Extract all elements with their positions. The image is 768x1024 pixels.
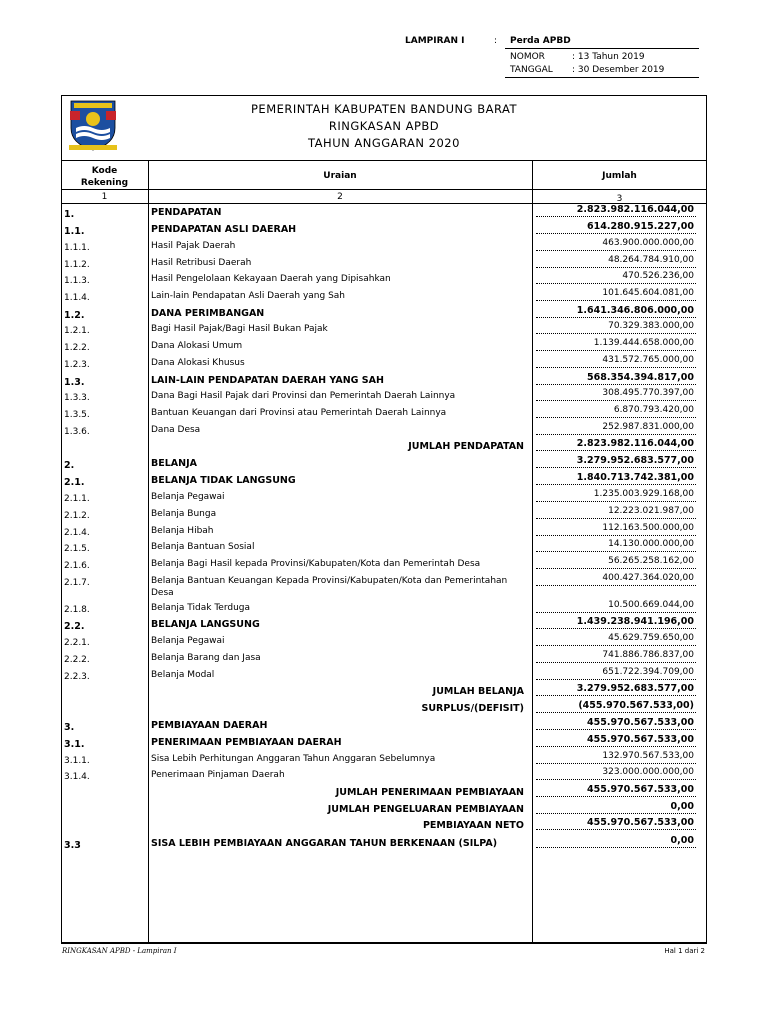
row-code: 2.1. <box>64 477 85 488</box>
header-kode-line1: Kode <box>91 166 118 176</box>
row-amount: 2.823.982.116.044,00 <box>576 438 694 449</box>
col-divider-amount <box>532 160 533 943</box>
amount-dotted-underline <box>536 283 696 284</box>
amount-dotted-underline <box>536 796 696 797</box>
amount-dotted-underline <box>536 267 696 268</box>
lampiran-rule-top <box>505 48 699 49</box>
amount-dotted-underline <box>536 847 696 848</box>
row-amount: 10.500.669.044,00 <box>608 600 694 610</box>
row-code: 1.2. <box>64 310 85 321</box>
row-code: 3.3 <box>64 840 81 851</box>
lampiran-label: LAMPIRAN I <box>405 36 465 46</box>
title-government: PEMERINTAH KABUPATEN BANDUNG BARAT <box>251 102 517 116</box>
row-description: PENERIMAAN PEMBIAYAAN DAERAH <box>151 737 342 748</box>
row-amount: 400.427.364.020,00 <box>602 573 694 583</box>
col-number-3: 3 <box>616 194 623 204</box>
row-amount: 323.000.000.000,00 <box>602 767 694 777</box>
amount-dotted-underline <box>536 628 696 629</box>
row-code: 2.1.8. <box>64 605 90 615</box>
header-jumlah: Jumlah <box>602 171 637 181</box>
row-description: PENDAPATAN ASLI DAERAH <box>151 224 297 235</box>
amount-dotted-underline <box>536 551 696 552</box>
row-description: Hasil Retribusi Daerah <box>151 258 252 268</box>
footer-rule <box>61 943 707 944</box>
row-code: 2.1.1. <box>64 494 90 504</box>
amount-dotted-underline <box>536 300 696 301</box>
row-amount: 455.970.567.533,00 <box>587 817 694 828</box>
row-description: Belanja Barang dan Jasa <box>151 653 261 663</box>
row-amount: 56.265.258.162,00 <box>608 556 694 566</box>
row-description: Dana Bagi Hasil Pajak dari Provinsi dan Pemerintah Daerah Lainnya <box>151 391 456 401</box>
row-code: 1.3. <box>64 377 85 388</box>
row-amount: 132.970.567.533,00 <box>602 751 694 761</box>
row-amount: 1.641.346.806.000,00 <box>576 305 694 316</box>
amount-dotted-underline <box>536 729 696 730</box>
row-code: 3.1. <box>64 739 85 750</box>
row-code: 1.2.1. <box>64 326 90 336</box>
row-code: 1.2.3. <box>64 360 90 370</box>
lampiran-value: Perda APBD <box>510 36 571 46</box>
amount-dotted-underline <box>536 813 696 814</box>
amount-dotted-underline <box>536 216 696 217</box>
row-description: PENDAPATAN <box>151 207 222 218</box>
amount-dotted-underline <box>536 535 696 536</box>
row-total-label: JUMLAH PENGELUARAN PEMBIAYAAN <box>327 804 524 815</box>
amount-dotted-underline <box>536 384 696 385</box>
amount-dotted-underline <box>536 367 696 368</box>
footer-right: Hal 1 dari 2 <box>664 947 705 955</box>
title-year: TAHUN ANGGARAN 2020 <box>308 136 460 150</box>
row-amount: 14.130.000.000,00 <box>608 539 694 549</box>
amount-dotted-underline <box>536 645 696 646</box>
col-number-1: 1 <box>101 192 108 202</box>
row-code: 2.1.5. <box>64 544 90 554</box>
row-description: Dana Desa <box>151 425 201 435</box>
row-amount: 455.970.567.533,00 <box>587 784 694 795</box>
row-description: Belanja Tidak Terduga <box>151 603 251 613</box>
header-uraian: Uraian <box>323 171 357 181</box>
tanggal-label: TANGGAL <box>510 65 553 75</box>
row-code: 1.1.3. <box>64 276 90 286</box>
row-amount: 101.645.604.081,00 <box>602 288 694 298</box>
row-code: 2.2.1. <box>64 638 90 648</box>
row-code: 2.1.2. <box>64 511 90 521</box>
amount-dotted-underline <box>536 400 696 401</box>
amount-dotted-underline <box>536 829 696 830</box>
amount-dotted-underline <box>536 250 696 251</box>
amount-dotted-underline <box>536 763 696 764</box>
amount-dotted-underline <box>536 467 696 468</box>
row-description: SISA LEBIH PEMBIAYAAN ANGGARAN TAHUN BERKENAAN (SILPA) <box>151 838 498 849</box>
row-amount: 470.526.236,00 <box>622 271 694 281</box>
row-total-label: PEMBIAYAAN NETO <box>422 820 524 831</box>
row-amount: 0,00 <box>670 801 694 812</box>
amount-dotted-underline <box>536 779 696 780</box>
row-total-label: SURPLUS/(DEFISIT) <box>421 703 524 714</box>
row-description: Belanja Bantuan Keuangan Kepada Provinsi/Kabupaten/Kota dan Pemerintahan <box>151 576 508 586</box>
row-code: 2. <box>64 460 75 471</box>
row-total-label: JUMLAH PENERIMAAN PEMBIAYAAN <box>335 787 524 798</box>
col-divider-code <box>148 160 149 943</box>
amount-dotted-underline <box>536 233 696 234</box>
amount-dotted-underline <box>536 712 696 713</box>
row-description: Penerimaan Pinjaman Daerah <box>151 770 285 780</box>
row-amount: 651.722.394.709,00 <box>602 667 694 677</box>
row-description: Belanja Modal <box>151 670 215 680</box>
row-amount: 463.900.000.000,00 <box>602 238 694 248</box>
row-amount: (455.970.567.533,00) <box>578 700 694 711</box>
row-amount: 48.264.784.910,00 <box>608 255 694 265</box>
row-code: 2.1.4. <box>64 528 90 538</box>
row-code: 2.2.3. <box>64 672 90 682</box>
row-amount: 568.354.394.817,00 <box>587 372 694 383</box>
row-description: Belanja Bunga <box>151 509 217 519</box>
row-code: 1.1.2. <box>64 260 90 270</box>
row-amount: 1.439.238.941.196,00 <box>576 616 694 627</box>
row-code: 2.2.2. <box>64 655 90 665</box>
nomor-label: NOMOR <box>510 52 545 62</box>
amount-dotted-underline <box>536 518 696 519</box>
row-amount: 3.279.952.683.577,00 <box>576 683 694 694</box>
row-description: Dana Alokasi Umum <box>151 341 243 351</box>
row-code: 1.3.3. <box>64 393 90 403</box>
row-code: 3.1.1. <box>64 756 90 766</box>
row-amount: 70.329.383.000,00 <box>608 321 694 331</box>
row-description: Belanja Pegawai <box>151 492 225 502</box>
row-amount: 12.223.021.987,00 <box>608 506 694 516</box>
row-code: 1.1.4. <box>64 293 90 303</box>
amount-dotted-underline <box>536 484 696 485</box>
row-amount: 741.886.786.837,00 <box>602 650 694 660</box>
row-code: 1.1.1. <box>64 243 90 253</box>
row-description: DANA PERIMBANGAN <box>151 308 265 319</box>
row-description: Belanja Bagi Hasil kepada Provinsi/Kabupaten/Kota dan Pemerintah Desa <box>151 559 481 569</box>
row-code: 1.1. <box>64 226 85 237</box>
row-description: LAIN-LAIN PENDAPATAN DAERAH YANG SAH <box>151 375 384 386</box>
amount-dotted-underline <box>536 585 696 586</box>
row-amount: 455.970.567.533,00 <box>587 734 694 745</box>
row-amount: 1.235.003.929.168,00 <box>593 489 694 499</box>
row-amount: 252.987.831.000,00 <box>602 422 694 432</box>
row-amount: 614.280.915.227,00 <box>587 221 694 232</box>
row-total-label: JUMLAH BELANJA <box>432 686 524 697</box>
header-rule <box>61 189 707 190</box>
row-description: BELANJA LANGSUNG <box>151 619 260 630</box>
row-description: Dana Alokasi Khusus <box>151 358 245 368</box>
nomor-value: : 13 Tahun 2019 <box>572 52 645 62</box>
row-code: 3. <box>64 722 75 733</box>
amount-dotted-underline <box>536 695 696 696</box>
table-top-rule <box>61 160 707 161</box>
amount-dotted-underline <box>536 662 696 663</box>
row-description-cont: Desa <box>151 588 174 598</box>
amount-dotted-underline <box>536 612 696 613</box>
row-code: 2.1.6. <box>64 561 90 571</box>
amount-dotted-underline <box>536 317 696 318</box>
tanggal-value: : 30 Desember 2019 <box>572 65 665 75</box>
row-description: BELANJA TIDAK LANGSUNG <box>151 475 296 486</box>
row-code: 3.1.4. <box>64 772 90 782</box>
lampiran-rule-bottom <box>505 77 699 78</box>
lampiran-sep: : <box>494 36 498 46</box>
amount-dotted-underline <box>536 501 696 502</box>
row-amount: 112.163.500.000,00 <box>602 523 694 533</box>
row-code: 2.2. <box>64 621 85 632</box>
row-description: Belanja Pegawai <box>151 636 225 646</box>
amount-dotted-underline <box>536 434 696 435</box>
header-kode-line2: Rekening <box>80 178 129 188</box>
amount-dotted-underline <box>536 417 696 418</box>
row-description: BELANJA <box>151 458 197 469</box>
amount-dotted-underline <box>536 746 696 747</box>
row-code: 1.3.5. <box>64 410 90 420</box>
amount-dotted-underline <box>536 333 696 334</box>
row-amount: 1.840.713.742.381,00 <box>576 472 694 483</box>
amount-dotted-underline <box>536 450 696 451</box>
row-description: Belanja Hibah <box>151 526 214 536</box>
row-description: Belanja Bantuan Sosial <box>151 542 255 552</box>
row-amount: 3.279.952.683.577,00 <box>576 455 694 466</box>
row-code: 1.3.6. <box>64 427 90 437</box>
row-description: Hasil Pajak Daerah <box>151 241 236 251</box>
row-amount: 2.823.982.116.044,00 <box>576 204 694 215</box>
row-description: Bantuan Keuangan dari Provinsi atau Pemerintah Daerah Lainnya <box>151 408 447 418</box>
row-description: Bagi Hasil Pajak/Bagi Hasil Bukan Pajak <box>151 324 328 334</box>
row-code: 1.2.2. <box>64 343 90 353</box>
row-amount: 431.572.765.000,00 <box>602 355 694 365</box>
title-summary: RINGKASAN APBD <box>328 119 440 133</box>
row-code: 2.1.7. <box>64 578 90 588</box>
row-total-label: JUMLAH PENDAPATAN <box>408 441 524 452</box>
amount-dotted-underline <box>536 350 696 351</box>
row-amount: 308.495.770.397,00 <box>602 388 694 398</box>
row-description: PEMBIAYAAN DAERAH <box>151 720 268 731</box>
row-amount: 455.970.567.533,00 <box>587 717 694 728</box>
row-amount: 0,00 <box>670 835 694 846</box>
row-amount: 1.139.444.658.000,00 <box>593 338 694 348</box>
row-amount: 6.870.793.420,00 <box>613 405 694 415</box>
col-number-2: 2 <box>337 192 343 202</box>
row-description: Sisa Lebih Perhitungan Anggaran Tahun Anggaran Sebelumnya <box>151 754 436 764</box>
row-code: 1. <box>64 209 75 220</box>
amount-dotted-underline <box>536 679 696 680</box>
row-description: Lain-lain Pendapatan Asli Daerah yang Sah <box>151 291 345 301</box>
row-description: Hasil Pengelolaan Kekayaan Daerah yang Dipisahkan <box>151 274 391 284</box>
footer-left: RINGKASAN APBD - Lampiran I <box>62 947 177 955</box>
amount-dotted-underline <box>536 568 696 569</box>
row-amount: 45.629.759.650,00 <box>608 633 694 643</box>
